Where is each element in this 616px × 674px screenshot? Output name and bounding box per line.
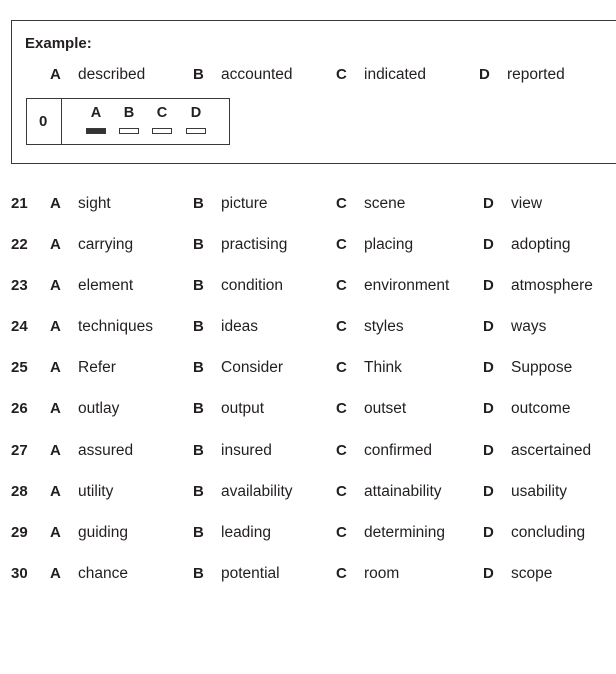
option-b-letter: B [193,483,204,500]
option-c-word: scene [364,195,406,212]
option-d-word: atmosphere [511,277,593,294]
question-number: 29 [11,524,28,541]
answer-bubble-a[interactable] [86,128,106,134]
option-d-word: outcome [511,400,571,417]
option-d-letter: D [483,524,494,541]
option-c-word: Think [364,359,402,376]
option-b-letter: B [193,442,204,459]
option-a-letter: A [50,400,61,417]
option-c-word: confirmed [364,442,433,459]
question-number: 27 [11,442,28,459]
question-number: 25 [11,359,28,376]
option-c-word: styles [364,318,404,335]
answer-bubble-b[interactable] [119,128,139,134]
option-a-word: chance [78,565,128,582]
answer-sheet-letter-b: B [123,105,135,121]
example-option-d-letter: D [479,66,490,83]
answer-bubble-c[interactable] [152,128,172,134]
option-b-word: leading [221,524,271,541]
option-b-word: condition [221,277,284,294]
option-b-letter: B [193,318,204,335]
option-b-word: Consider [221,359,284,376]
answer-sheet-question-number: 0 [39,113,48,130]
option-a-word: sight [78,195,111,212]
option-b-letter: B [193,524,204,541]
option-d-letter: D [483,318,494,335]
example-option-c-letter: C [336,66,347,83]
example-title: Example: [25,35,92,52]
option-b-word: insured [221,442,272,459]
option-b-letter: B [193,565,204,582]
option-c-letter: C [336,442,347,459]
option-a-letter: A [50,359,61,376]
option-c-letter: C [336,318,347,335]
option-d-word: Suppose [511,359,573,376]
option-d-letter: D [483,400,494,417]
option-b-letter: B [193,277,204,294]
option-b-word: potential [221,565,280,582]
option-c-letter: C [336,483,347,500]
option-a-word: techniques [78,318,153,335]
option-b-word: output [221,400,265,417]
example-option-b-word: accounted [221,66,293,83]
option-c-letter: C [336,400,347,417]
option-d-letter: D [483,236,494,253]
option-d-word: view [511,195,543,212]
example-option-a-word: described [78,66,146,83]
question-number: 28 [11,483,28,500]
question-number: 21 [11,195,28,212]
option-c-word: outset [364,400,407,417]
option-d-letter: D [483,277,494,294]
option-c-word: environment [364,277,450,294]
option-d-letter: D [483,195,494,212]
example-option-d-word: reported [507,66,565,83]
answer-sheet-letter-d: D [190,105,202,121]
option-b-letter: B [193,236,204,253]
option-a-word: element [78,277,134,294]
option-a-word: carrying [78,236,134,253]
example-option-b-letter: B [193,66,204,83]
option-d-word: ascertained [511,442,592,459]
option-a-letter: A [50,442,61,459]
option-a-letter: A [50,565,61,582]
option-d-letter: D [483,442,494,459]
option-d-word: ways [511,318,547,335]
option-d-word: usability [511,483,567,500]
option-c-word: determining [364,524,445,541]
option-a-letter: A [50,483,61,500]
option-a-letter: A [50,318,61,335]
option-d-word: scope [511,565,553,582]
answer-bubble-d[interactable] [186,128,206,134]
example-option-c-word: indicated [364,66,427,83]
option-c-letter: C [336,524,347,541]
example-option-a-letter: A [50,66,61,83]
option-c-letter: C [336,236,347,253]
option-a-letter: A [50,195,61,212]
option-c-word: attainability [364,483,442,500]
answer-sheet-letter-c: C [156,105,168,121]
option-d-letter: D [483,565,494,582]
option-d-letter: D [483,483,494,500]
option-a-letter: A [50,524,61,541]
option-c-letter: C [336,195,347,212]
option-c-word: placing [364,236,414,253]
option-d-word: adopting [511,236,571,253]
option-a-word: utility [78,483,114,500]
question-number: 23 [11,277,28,294]
option-a-word: outlay [78,400,120,417]
option-d-word: concluding [511,524,586,541]
option-a-word: guiding [78,524,128,541]
option-c-letter: C [336,359,347,376]
option-a-letter: A [50,277,61,294]
option-a-letter: A [50,236,61,253]
option-b-word: picture [221,195,268,212]
option-c-word: room [364,565,400,582]
question-number: 26 [11,400,28,417]
option-b-word: practising [221,236,288,253]
option-a-word: Refer [78,359,116,376]
option-b-letter: B [193,359,204,376]
option-b-word: ideas [221,318,259,335]
option-c-letter: C [336,565,347,582]
option-a-word: assured [78,442,134,459]
answer-sheet-letter-a: A [90,105,102,121]
option-b-letter: B [193,400,204,417]
option-d-letter: D [483,359,494,376]
answer-sheet-divider [61,98,62,145]
option-b-letter: B [193,195,204,212]
option-c-letter: C [336,277,347,294]
question-number: 22 [11,236,28,253]
option-b-word: availability [221,483,293,500]
question-number: 30 [11,565,28,582]
question-number: 24 [11,318,28,335]
